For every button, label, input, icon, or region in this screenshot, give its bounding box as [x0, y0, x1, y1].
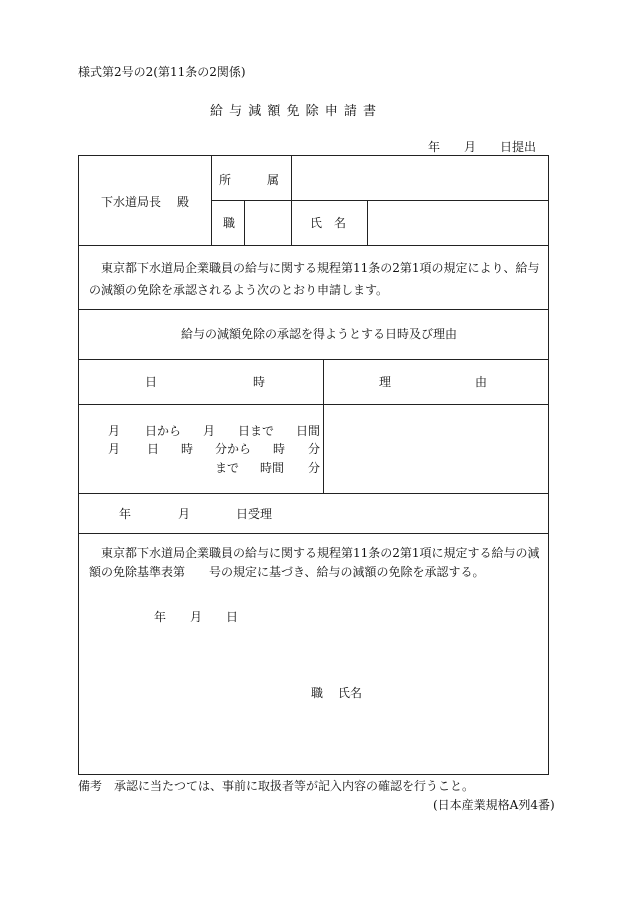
- datetime-month: 月: [108, 442, 121, 456]
- request-text: 東京都下水道局企業職員の給与に関する規程第11条の2第1項の規定により、給与の減額の免除を承認されるよう次のとおり申請します。: [89, 261, 540, 297]
- submission-month: 月: [464, 140, 477, 154]
- reason-field[interactable]: [329, 366, 543, 488]
- divider: [79, 359, 548, 360]
- divider: [244, 200, 245, 245]
- datetime-days: 日間: [296, 424, 321, 438]
- affiliation-field[interactable]: [294, 172, 544, 194]
- position-label: 職: [223, 216, 236, 230]
- approval-year: 年: [154, 610, 167, 624]
- datetime-day-until: 日まで: [238, 424, 275, 438]
- divider: [211, 200, 548, 201]
- datetime-day: 日: [147, 442, 160, 456]
- datetime-month: 月: [203, 424, 216, 438]
- name-label: 氏 名: [310, 216, 347, 230]
- approval-text: 東京都下水道局企業職員の給与に関する規程第11条の2第1項に規定する給与の減額の免除基準表第 号の規定に基づき、給与の減額の免除を承認する。: [89, 546, 540, 579]
- document-title: 給 与 減 額 免 除 申 請 書: [210, 104, 378, 119]
- divider: [367, 200, 368, 245]
- divider: [323, 359, 324, 493]
- note: 備考 承認に当たつては、事前に取扱者等が記入内容の確認を行うこと。: [78, 779, 475, 793]
- receipt-year: 年: [119, 507, 132, 521]
- reason-column-header: 理 由: [379, 375, 488, 389]
- datetime-minute: 分: [308, 461, 321, 475]
- approver-position: 職: [311, 686, 324, 700]
- submission-day: 日提出: [500, 140, 537, 154]
- datetime-month: 月: [108, 424, 121, 438]
- position-field[interactable]: [247, 206, 289, 240]
- datetime-minute: 分: [308, 442, 321, 456]
- approval-day: 日: [226, 610, 239, 624]
- form-number: 様式第2号の2(第11条の2関係): [78, 65, 246, 79]
- application-form: [78, 155, 549, 775]
- datetime-column-header: 日 時: [145, 375, 266, 389]
- approver-name: 氏名: [338, 686, 363, 700]
- affiliation-label: 所 属: [219, 173, 280, 187]
- datetime-hours: 時間: [260, 461, 285, 475]
- divider: [291, 156, 292, 200]
- section-heading: 給与の減額免除の承認を得ようとする日時及び理由: [181, 327, 458, 341]
- honorific: 殿: [177, 195, 190, 209]
- divider: [211, 156, 212, 245]
- datetime-minute-from: 分から: [215, 442, 252, 456]
- datetime-day-from: 日から: [145, 424, 182, 438]
- datetime-until: まで: [215, 461, 240, 475]
- divider: [79, 493, 548, 494]
- divider: [79, 533, 548, 534]
- receipt-month: 月: [178, 507, 191, 521]
- submission-year: 年: [428, 140, 441, 154]
- datetime-hour: 時: [273, 442, 286, 456]
- addressee: 下水道局長: [101, 195, 162, 209]
- name-field[interactable]: [371, 206, 543, 240]
- approval-month: 月: [190, 610, 203, 624]
- divider: [79, 245, 548, 246]
- divider: [291, 200, 292, 245]
- datetime-hour: 時: [181, 442, 194, 456]
- paper-size: (日本産業規格A列4番): [433, 798, 555, 812]
- receipt-day: 日受理: [236, 507, 273, 521]
- divider: [79, 309, 548, 310]
